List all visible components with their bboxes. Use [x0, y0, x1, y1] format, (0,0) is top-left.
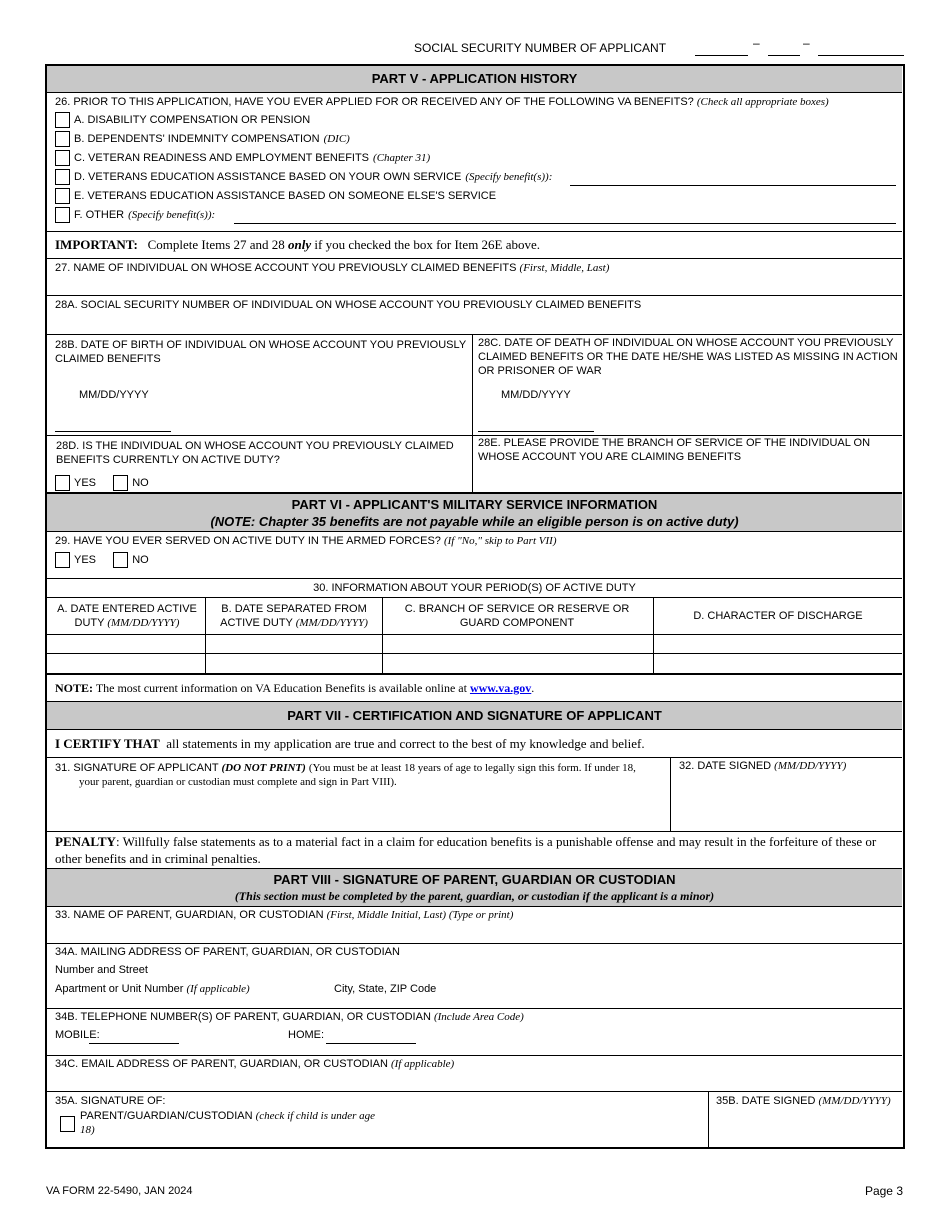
q30-col-a: A. DATE ENTERED ACTIVE DUTY (MM/DD/YYYY): [57, 603, 197, 629]
part8-header: [47, 869, 902, 907]
ssn-dash: –: [753, 36, 760, 50]
no-label: NO: [132, 477, 149, 489]
q27-hint: (First, Middle, Last): [519, 262, 610, 274]
q26d-specify-field[interactable]: [570, 185, 896, 186]
q34c-field[interactable]: [47, 1056, 902, 1092]
q29-hint: (If "No," skip to Part VII): [443, 535, 557, 547]
q26-label: 26. PRIOR TO THIS APPLICATION, HAVE YOU EVER APPLIED FOR OR RECEIVED ANY OF THE FOLLOWING VA BENEFITS?: [55, 96, 694, 108]
yes-label: YES: [74, 477, 97, 489]
q32-label: 32. DATE SIGNED: [679, 760, 772, 772]
important-emph: only: [288, 237, 312, 252]
option-label: B. DEPENDENTS' INDEMNITY COMPENSATION: [74, 133, 320, 145]
q35a-hint: (check if child is under age 18): [80, 1110, 376, 1136]
checkbox[interactable]: [55, 131, 70, 147]
option-hint: (Chapter 31): [373, 152, 431, 164]
apt-field[interactable]: Apartment or Unit Number (If applicable): [55, 983, 250, 995]
q30-table-row[interactable]: [47, 654, 902, 675]
q28b-field[interactable]: [55, 431, 171, 432]
certify-statement: [47, 730, 902, 758]
q34b-block: [47, 1009, 902, 1056]
certify-label: I CERTIFY THAT: [55, 736, 160, 751]
city-state-zip-field[interactable]: City, State, ZIP Code: [334, 983, 437, 995]
q35b-date-field[interactable]: [716, 1094, 891, 1108]
q31-signature-field[interactable]: [55, 761, 655, 789]
q26f-specify-field[interactable]: [234, 223, 896, 224]
q26-option-f[interactable]: [55, 206, 215, 224]
q33-field[interactable]: [47, 907, 902, 944]
ssn-label: SOCIAL SECURITY NUMBER OF APPLICANT: [414, 41, 667, 55]
penalty-statement: [47, 832, 902, 869]
q35a-label: 35A. SIGNATURE OF:: [55, 1095, 166, 1107]
ssn-dash: –: [803, 36, 810, 50]
mobile-label: MOBILE:: [55, 1029, 100, 1041]
q34c-label: 34C. EMAIL ADDRESS OF PARENT, GUARDIAN, OR CUSTODIAN: [55, 1058, 388, 1070]
no-label: NO: [132, 554, 149, 566]
q28e-label: 28E. PLEASE PROVIDE THE BRANCH OF SERVICE OF THE INDIVIDUAL ON WHOSE ACCOUNT YOU ARE CLAIMING BENEFITS: [478, 437, 871, 463]
q31-emph: (DO NOT PRINT): [221, 762, 306, 774]
option-label: F. OTHER: [74, 209, 125, 221]
important-note: [47, 232, 902, 259]
checkbox[interactable]: [55, 112, 70, 128]
ssn-part3-field[interactable]: [818, 55, 904, 56]
part6-subtitle: (NOTE: Chapter 35 benefits are not payable while an eligible person is on active duty): [210, 514, 739, 529]
q31-label: 31. SIGNATURE OF APPLICANT: [55, 762, 219, 774]
checkbox[interactable]: [55, 150, 70, 166]
part8-subtitle: (This section must be completed by the parent, guardian, or custodian if the applicant is a minor): [234, 889, 715, 903]
q27-field[interactable]: [47, 259, 902, 296]
q28a-label: 28A. SOCIAL SECURITY NUMBER OF INDIVIDUAL ON WHOSE ACCOUNT YOU PREVIOUSLY CLAIMED BENEFITS: [55, 299, 642, 311]
q30-title: 30. INFORMATION ABOUT YOUR PERIOD(S) OF ACTIVE DUTY: [47, 579, 902, 598]
important-text: if you checked the box for Item 26E above.: [314, 237, 541, 252]
q31-q32-row: [47, 758, 902, 832]
q29-block: [47, 532, 902, 579]
q34a-block: [47, 944, 902, 1009]
option-hint: (Specify benefit(s)):: [465, 171, 553, 183]
q34c-hint: (If applicable): [390, 1058, 455, 1070]
q26-option-c[interactable]: [55, 149, 430, 167]
option-label: D. VETERANS EDUCATION ASSISTANCE BASED ON YOUR OWN SERVICE: [74, 171, 462, 183]
q35b-label: 35B. DATE SIGNED: [716, 1095, 816, 1107]
checkbox[interactable]: [55, 475, 70, 491]
option-hint: (DIC): [323, 133, 350, 145]
checkbox[interactable]: [55, 207, 70, 223]
q32-hint: (MM/DD/YYYY): [774, 760, 847, 772]
ssn-part2-field[interactable]: [768, 55, 800, 56]
q35a-option: PARENT/GUARDIAN/CUSTODIAN: [80, 1110, 253, 1122]
q32-date-field[interactable]: [679, 759, 846, 773]
q28c-field[interactable]: [478, 431, 594, 432]
part6-title: PART VI - APPLICANT'S MILITARY SERVICE INFORMATION: [291, 497, 658, 512]
yes-label: YES: [74, 554, 97, 566]
q28b-label: 28B. DATE OF BIRTH OF INDIVIDUAL ON WHOSE ACCOUNT YOU PREVIOUSLY CLAIMED BENEFITS: [55, 339, 466, 365]
checkbox[interactable]: [55, 552, 70, 568]
q34b-hint: (Include Area Code): [433, 1011, 524, 1023]
checkbox[interactable]: [55, 188, 70, 204]
q28d-yes[interactable]: [55, 474, 149, 492]
part6-header: [47, 494, 902, 532]
home-label: HOME:: [288, 1029, 325, 1041]
part8-title: PART VIII - SIGNATURE OF PARENT, GUARDIAN OR CUSTODIAN: [273, 872, 676, 887]
va-info-note: NOTE: The most current information on VA Education Benefits is available online at www.va.gov.: [47, 675, 902, 702]
q26-option-b[interactable]: [55, 130, 350, 148]
checkbox[interactable]: [55, 169, 70, 185]
q35b-hint: (MM/DD/YYYY): [818, 1095, 891, 1107]
important-text: Complete Items 27 and 28: [147, 237, 285, 252]
part5-header: PART V - APPLICATION HISTORY: [47, 66, 902, 93]
page-number: Page 3: [864, 1184, 903, 1198]
q28d-label: 28D. IS THE INDIVIDUAL ON WHOSE ACCOUNT YOU PREVIOUSLY CLAIMED BENEFITS CURRENTLY ON ACTIVE DUTY?: [56, 440, 454, 466]
q35-row: [47, 1092, 902, 1148]
certify-text: all statements in my application are true and correct to the best of my knowledge and belief.: [166, 736, 645, 751]
q30-header-row: [47, 598, 902, 635]
q31-text: (You must be at least 18 years of age to legally sign this form. If under 18, your parent, guardian or custodian must complete and sign in Part VIII).: [79, 762, 636, 788]
q34a-label: 34A. MAILING ADDRESS OF PARENT, GUARDIAN, OR CUSTODIAN: [55, 946, 400, 958]
q28de-row: [47, 436, 902, 494]
checkbox[interactable]: [113, 475, 128, 491]
part7-header: PART VII - CERTIFICATION AND SIGNATURE OF APPLICANT: [47, 702, 902, 730]
q29-label: 29. HAVE YOU EVER SERVED ON ACTIVE DUTY IN THE ARMED FORCES?: [55, 535, 441, 547]
option-label: A. DISABILITY COMPENSATION OR PENSION: [74, 114, 311, 126]
street-field[interactable]: Number and Street: [55, 964, 148, 976]
q26-block: [47, 93, 902, 232]
form-id: VA FORM 22-5490, JAN 2024: [46, 1185, 193, 1197]
q30-col-d: D. CHARACTER OF DISCHARGE: [693, 610, 863, 622]
q28c-format: MM/DD/YYYY: [501, 389, 571, 401]
option-label: E. VETERANS EDUCATION ASSISTANCE BASED ON SOMEONE ELSE'S SERVICE: [74, 190, 497, 202]
checkbox[interactable]: [113, 552, 128, 568]
q35a-checkbox[interactable]: [60, 1116, 75, 1132]
penalty-text: : Willfully false statements as to a material fact in a claim for education benefits is a punishable offense and may result in the forfeiture of these or other benefits and in criminal penalties.: [55, 834, 877, 866]
q26-hint: (Check all appropriate boxes): [696, 96, 829, 108]
mobile-field[interactable]: [89, 1043, 179, 1044]
note-text: The most current information on VA Education Benefits is available online at: [95, 681, 467, 695]
q28bc-row: [47, 335, 902, 436]
q30-table-row[interactable]: [47, 635, 902, 654]
option-label: C. VETERAN READINESS AND EMPLOYMENT BENEFITS: [74, 152, 370, 164]
home-field[interactable]: [326, 1043, 416, 1044]
q26-option-d[interactable]: [55, 168, 552, 186]
q30-col-b: B. DATE SEPARATED FROM ACTIVE DUTY (MM/DD/YYYY): [220, 603, 368, 629]
q34b-label: 34B. TELEPHONE NUMBER(S) OF PARENT, GUARDIAN, OR CUSTODIAN: [55, 1011, 431, 1023]
penalty-label: PENALTY: [55, 834, 116, 849]
q28a-field[interactable]: [47, 296, 902, 335]
option-hint: (Specify benefit(s)):: [128, 209, 216, 221]
q27-label: 27. NAME OF INDIVIDUAL ON WHOSE ACCOUNT YOU PREVIOUSLY CLAIMED BENEFITS: [55, 262, 517, 274]
q28b-format: MM/DD/YYYY: [79, 389, 149, 401]
q30-col-c: C. BRANCH OF SERVICE OR RESERVE OR GUARD COMPONENT: [404, 603, 630, 629]
note-label: NOTE:: [55, 681, 94, 695]
q26-option-e[interactable]: [55, 187, 496, 205]
q29-options[interactable]: [55, 551, 149, 569]
ssn-part1-field[interactable]: [695, 55, 748, 56]
important-label: IMPORTANT:: [55, 237, 138, 252]
form-body: [45, 64, 905, 1149]
q28c-label: 28C. DATE OF DEATH OF INDIVIDUAL ON WHOSE ACCOUNT YOU PREVIOUSLY CLAIMED BENEFITS OR THE DATE HE/SHE WAS LISTED AS MISSING IN ACTION OR PRISONER OF WAR: [478, 337, 898, 377]
va-gov-link[interactable]: www.va.gov: [469, 681, 532, 695]
q33-label: 33. NAME OF PARENT, GUARDIAN, OR CUSTODIAN: [55, 909, 324, 921]
q33-hint: (First, Middle Initial, Last) (Type or print): [326, 909, 514, 921]
q26-option-a[interactable]: [55, 111, 310, 129]
